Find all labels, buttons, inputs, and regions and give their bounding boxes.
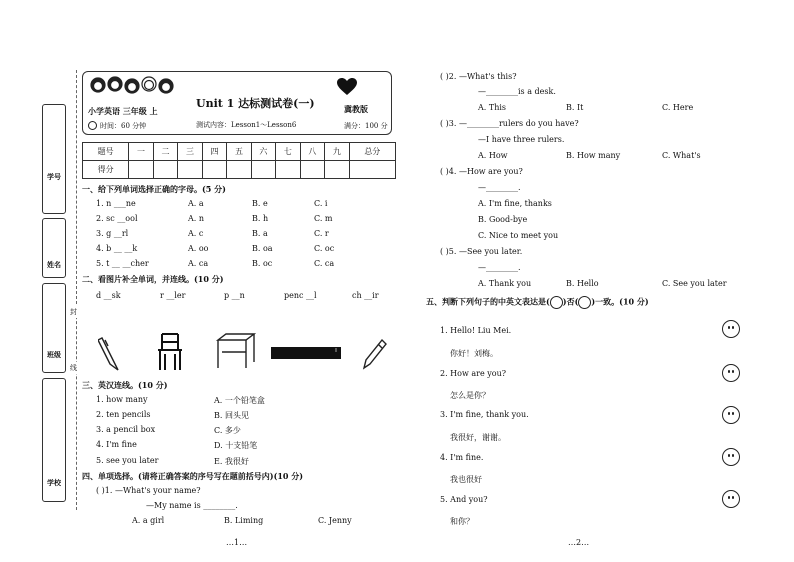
score-cell: 九: [325, 143, 349, 161]
s4-q1-a[interactable]: A. a girl: [132, 516, 165, 525]
s5-item3-en: 3. I'm fine, thank you.: [440, 410, 529, 419]
s3-right-c[interactable]: C. 多少: [214, 426, 241, 435]
s3-right-d[interactable]: D. 十支铅笔: [214, 441, 258, 450]
s4-q2-b[interactable]: B. It: [566, 103, 584, 112]
score-table-header-row: [83, 143, 396, 161]
s1-q2-b[interactable]: B. h: [252, 214, 269, 223]
s1-q2-a[interactable]: A. n: [188, 214, 205, 223]
s4-q1: ( )1. —What's your name?: [96, 486, 201, 495]
score-cell: 三: [178, 143, 202, 161]
s5-item5-en: 5. And you?: [440, 495, 488, 504]
smile-face-icon: [550, 296, 563, 309]
s5-item1-face-icon[interactable]: [722, 320, 740, 338]
s4-q4-a[interactable]: A. I'm fine, thanks: [478, 199, 552, 208]
s3-right-a[interactable]: A. 一个铅笔盒: [214, 396, 265, 405]
s3-left-2[interactable]: 2. ten pencils: [96, 410, 151, 419]
frown-face-icon: [578, 296, 591, 309]
s1-q4: 4. b __ __k: [96, 244, 138, 253]
score-input-cell[interactable]: [349, 161, 395, 179]
s1-q3-a[interactable]: A. c: [188, 229, 204, 238]
s4-q4-c[interactable]: C. Nice to meet you: [478, 231, 559, 240]
section5-title-post: )一致。(10 分): [591, 296, 649, 307]
s1-q2: 2. sc __ool: [96, 214, 138, 223]
s1-q3-b[interactable]: B. a: [252, 229, 268, 238]
s4-q3: ( )3. —________rulers do you have?: [440, 119, 579, 128]
s4-q5-a[interactable]: A. Thank you: [478, 279, 532, 288]
s4-q1-c[interactable]: C. Jenny: [318, 516, 352, 525]
score-cell: 七: [276, 143, 300, 161]
score-cell: 得分: [83, 161, 129, 179]
section2-title: 二、看图片补全单词，并连线。(10 分): [82, 274, 224, 284]
s4-q4-b[interactable]: B. Good-bye: [478, 215, 528, 224]
score-cell: 题号: [83, 143, 129, 161]
ruler-icon: [270, 346, 342, 360]
s4-q4: ( )4. —How are you?: [440, 167, 523, 176]
s1-q1-c[interactable]: C. i: [314, 199, 328, 208]
s1-q1-b[interactable]: B. e: [252, 199, 268, 208]
s3-left-1[interactable]: 1. how many: [96, 395, 148, 404]
s5-item3-zh: 我很好，谢谢。: [450, 433, 506, 442]
s4-q5-answer: —________.: [478, 263, 521, 272]
s5-item4-face-icon[interactable]: [722, 448, 740, 466]
score-cell: 六: [251, 143, 275, 161]
clock-icon: [88, 121, 97, 130]
score-input-cell[interactable]: [325, 161, 349, 179]
pen-icon: [98, 336, 122, 372]
header-content: 测试内容：Lesson1～Lesson6: [196, 121, 297, 129]
s4-q3-answer: —I have three rulers.: [478, 135, 565, 144]
header-edition: 冀教版: [344, 104, 368, 114]
chair-icon: [156, 330, 184, 372]
score-input-cell[interactable]: [227, 161, 251, 179]
s3-left-4[interactable]: 4. I'm fine: [96, 440, 137, 449]
binding-char-line: 线: [70, 364, 77, 372]
header-full-score: 满分：100 分: [344, 122, 388, 130]
binding-box-1: [42, 104, 66, 214]
s4-q5-b[interactable]: B. Hello: [566, 279, 599, 288]
s5-item4-en: 4. I'm fine.: [440, 453, 484, 462]
s3-left-3[interactable]: 3. a pencil box: [96, 425, 156, 434]
s3-left-5[interactable]: 5. see you later: [96, 456, 159, 465]
s4-q5-c[interactable]: C. See you later: [662, 279, 727, 288]
score-cell: 八: [300, 143, 324, 161]
s2-word-pencil: penc __l: [284, 291, 317, 300]
s4-q3-a[interactable]: A. How: [478, 151, 508, 160]
score-table: [82, 142, 396, 179]
page-title: Unit 1 达标测试卷(一): [196, 97, 315, 110]
s2-word-desk: d __sk: [96, 291, 121, 300]
s4-q3-b[interactable]: B. How many: [566, 151, 621, 160]
s2-word-ruler: r __ler: [160, 291, 186, 300]
score-cell: 五: [227, 143, 251, 161]
binding-label-class: 班级: [47, 350, 61, 359]
score-input-cell[interactable]: [300, 161, 324, 179]
s4-q2: ( )2. —What's this?: [440, 72, 517, 81]
s5-item2-en: 2. How are you?: [440, 369, 507, 378]
score-input-cell[interactable]: [251, 161, 275, 179]
score-cell: 一: [129, 143, 153, 161]
section1-title: 一、给下列单词选择正确的字母。(5 分): [82, 184, 226, 194]
score-cell: 四: [202, 143, 226, 161]
score-cell: 总分: [349, 143, 395, 161]
s1-q2-c[interactable]: C. m: [314, 214, 333, 223]
section5-title-mid: )否(: [562, 296, 579, 307]
s1-q4-b[interactable]: B. oa: [252, 244, 273, 253]
s4-q4-answer: —________.: [478, 183, 521, 192]
s1-q5-b[interactable]: B. oc: [252, 259, 273, 268]
section4-title: 四、单项选择。(请将正确答案的序号写在题前括号内)(10 分): [82, 471, 304, 481]
s4-q2-c[interactable]: C. Here: [662, 103, 694, 112]
s5-item4-zh: 我也很好: [450, 475, 482, 484]
desk-icon: [216, 332, 256, 370]
page-number-1: …1…: [226, 538, 248, 547]
s5-item3-face-icon[interactable]: [722, 406, 740, 424]
s5-item2-zh: 怎么是你？: [450, 391, 490, 400]
binding-char-seal: 封: [70, 308, 77, 316]
s1-q3-c[interactable]: C. r: [314, 229, 329, 238]
s1-q4-a[interactable]: A. oo: [188, 244, 209, 253]
s4-q2-a[interactable]: A. This: [478, 103, 507, 112]
s1-q5-c[interactable]: C. ca: [314, 259, 335, 268]
section5-title: [426, 296, 649, 309]
score-table-score-row: [83, 161, 396, 179]
header-time: 时间：60 分钟: [100, 122, 147, 130]
binding-dashed-line: [76, 70, 77, 510]
s4-q5: ( )5. —See you later.: [440, 247, 523, 256]
s1-q3: 3. g __rl: [96, 229, 129, 238]
binding-label-student-id: 学号: [47, 172, 61, 181]
s5-item1-en: 1. Hello! Liu Mei.: [440, 326, 512, 335]
s2-word-pen: p __n: [224, 291, 245, 300]
s4-q2-answer: —________is a desk.: [478, 87, 556, 96]
s1-q1: 1. n ___ne: [96, 199, 136, 208]
kids-illustration-icon: [88, 74, 184, 102]
section3-title: 三、英汉连线。(10 分): [82, 380, 168, 390]
s4-q1-answer: —My name is ________.: [146, 501, 238, 510]
s3-right-e[interactable]: E. 我很好: [214, 457, 249, 466]
score-input-cell[interactable]: [153, 161, 177, 179]
s4-q1-b[interactable]: B. Liming: [224, 516, 264, 525]
s1-q5-a[interactable]: A. ca: [188, 259, 209, 268]
score-input-cell[interactable]: [202, 161, 226, 179]
score-input-cell[interactable]: [178, 161, 202, 179]
s5-item5-zh: 和你？: [450, 517, 474, 526]
page-number-2: …2…: [568, 538, 590, 547]
s1-q5: 5. t __ __cher: [96, 259, 149, 268]
s5-item2-face-icon[interactable]: [722, 364, 740, 382]
s5-item5-face-icon[interactable]: [722, 490, 740, 508]
score-input-cell[interactable]: [129, 161, 153, 179]
score-cell: 二: [153, 143, 177, 161]
s1-q1-a[interactable]: A. a: [188, 199, 204, 208]
heart-icon: [337, 78, 357, 96]
s5-item1-zh: 你好！刘梅。: [450, 349, 498, 358]
pencil-icon: [362, 338, 388, 370]
s4-q3-c[interactable]: C. What's: [662, 151, 701, 160]
score-input-cell[interactable]: [276, 161, 300, 179]
binding-label-school: 学校: [47, 478, 61, 487]
header-subject: 小学英语 三年级 上: [88, 106, 158, 116]
section5-title-pre: 五、判断下列句子的中英文表达是(: [426, 296, 550, 307]
s1-q4-c[interactable]: C. oc: [314, 244, 335, 253]
s2-word-chair: ch __ir: [352, 291, 379, 300]
s3-right-b[interactable]: B. 回头见: [214, 411, 249, 420]
binding-label-name: 姓名: [47, 260, 61, 269]
